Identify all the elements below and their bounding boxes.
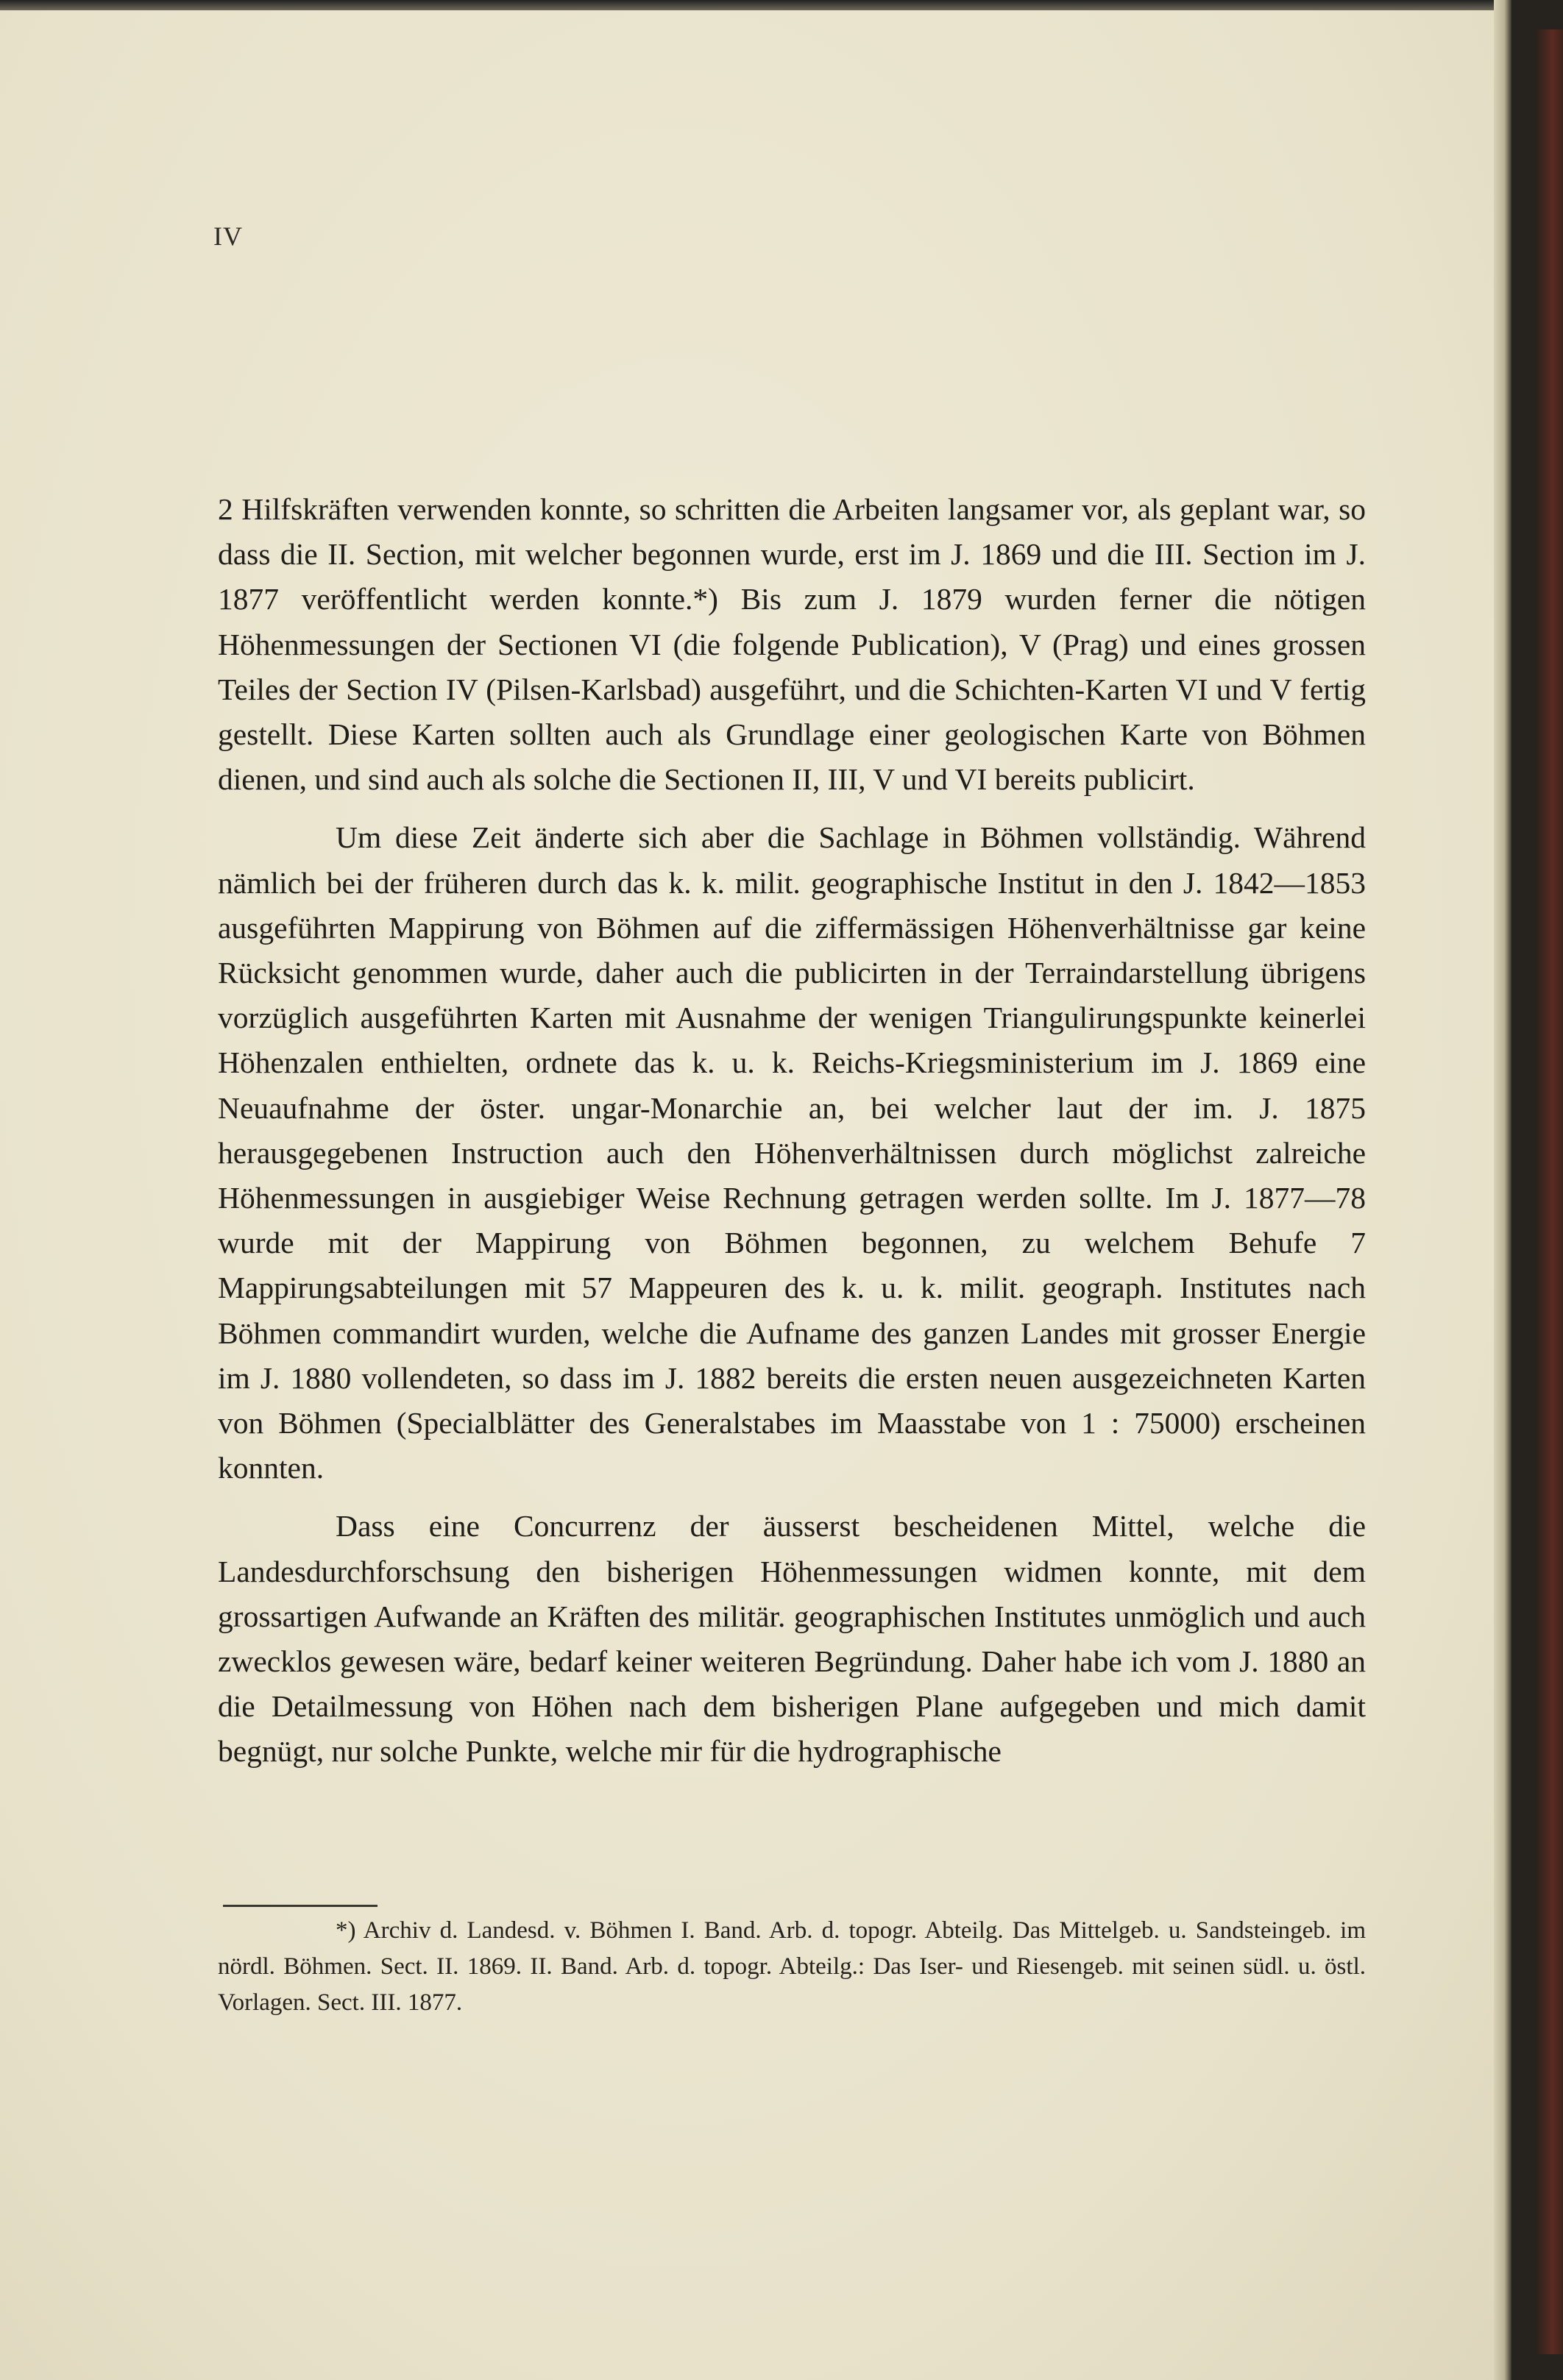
scan-top-edge — [0, 0, 1509, 10]
body-text — [218, 487, 1366, 1775]
book-cover-edge — [1537, 29, 1563, 2354]
footnote: *) Archiv d. Landesd. v. Böhmen I. Band. Arb. d. topogr. Abteilg. Das Mittelgeb. u. Sandsteingeb. im nördl. Böhmen. Sect. II. 1869. II. Band. Arb. d. topogr. Abteilg.: Das Iser- und Riesengeb. mit seinen südl. u. östl. Vorlagen. Sect. III. 1877. — [218, 1917, 1366, 2016]
paragraph-3: Dass eine Concurrenz der äusserst bescheidenen Mittel, welche die Landesdurchforschsung den bisherigen Höhenmessungen widmen konnte, mit dem grossartigen Aufwande an Kräften des militär. geographischen Institutes unmöglich und auch zwecklos gewesen wäre, bedarf keiner weiteren Begründung. Daher habe ich vom J. 1880 an die Detailmessung von Höhen nach dem bisherigen Plane aufgegeben und mich damit begnügt, nur solche Punkte, welche mir für die hydrographische — [218, 1509, 1366, 1769]
footnote-separator — [223, 1905, 378, 1907]
page-edge-shadow — [1494, 0, 1511, 2380]
paragraph-1: 2 Hilfskräften verwenden konnte, so schritten die Arbeiten langsamer vor, als geplant war, so dass die II. Section, mit welcher begonnen wurde, erst im J. 1869 und die III. Section im J. 1877 veröffentlicht werden konnte.*) Bis zum J. 1879 wurden ferner die nötigen Höhenmessungen der Sectionen VI (die folgende Publication), V (Prag) und eines grossen Teiles der Section IV (Pilsen-Karlsbad) ausgeführt, und die Schichten-Karten VI und V fertig gestellt. Diese Karten sollten auch als Grundlage einer geologischen Karte von Böhmen dienen, und sind auch als solche die Sectionen II, III, V und VI bereits publicirt. — [218, 492, 1366, 797]
paragraph-2: Um diese Zeit änderte sich aber die Sachlage in Böhmen vollständig. Während nämlich bei der früheren durch das k. k. milit. geographische Institut in den J. 1842—1853 ausgeführten Mappirung von Böhmen auf die ziffermässigen Höhenverhältnisse gar keine Rücksicht genommen wurde, daher auch die publicirten in der Terraindarstellung übrigens vorzüglich ausgeführten Karten mit Ausnahme der wenigen Triangulirungspunkte keinerlei Höhenzalen enthielten, ordnete das k. u. k. Reichs-Kriegsministerium im J. 1869 eine Neuaufnahme der öster. ungar-Monarchie an, bei welcher laut der im. J. 1875 herausgegebenen Instruction auch den Höhenverhältnissen durch möglichst zalreiche Höhenmessungen in ausgiebiger Weise Rechnung getragen werden sollte. Im J. 1877—78 wurde mit der Mappirung von Böhmen begonnen, zu welchem Behufe 7 Mappirungsabteilungen mit 57 Mappeuren des k. u. k. milit. geograph. Institutes nach Böhmen commandirt wurden, welche die Aufname des ganzen Landes mit grosser Energie im J. 1880 vollendeten, so dass im J. 1882 bereits die ersten neuen ausgezeichneten Karten von Böhmen (Specialblätter des Generalstabes im Maasstabe von 1 : 75000) erscheinen konnten. — [218, 820, 1366, 1485]
page-number: IV — [213, 221, 243, 251]
